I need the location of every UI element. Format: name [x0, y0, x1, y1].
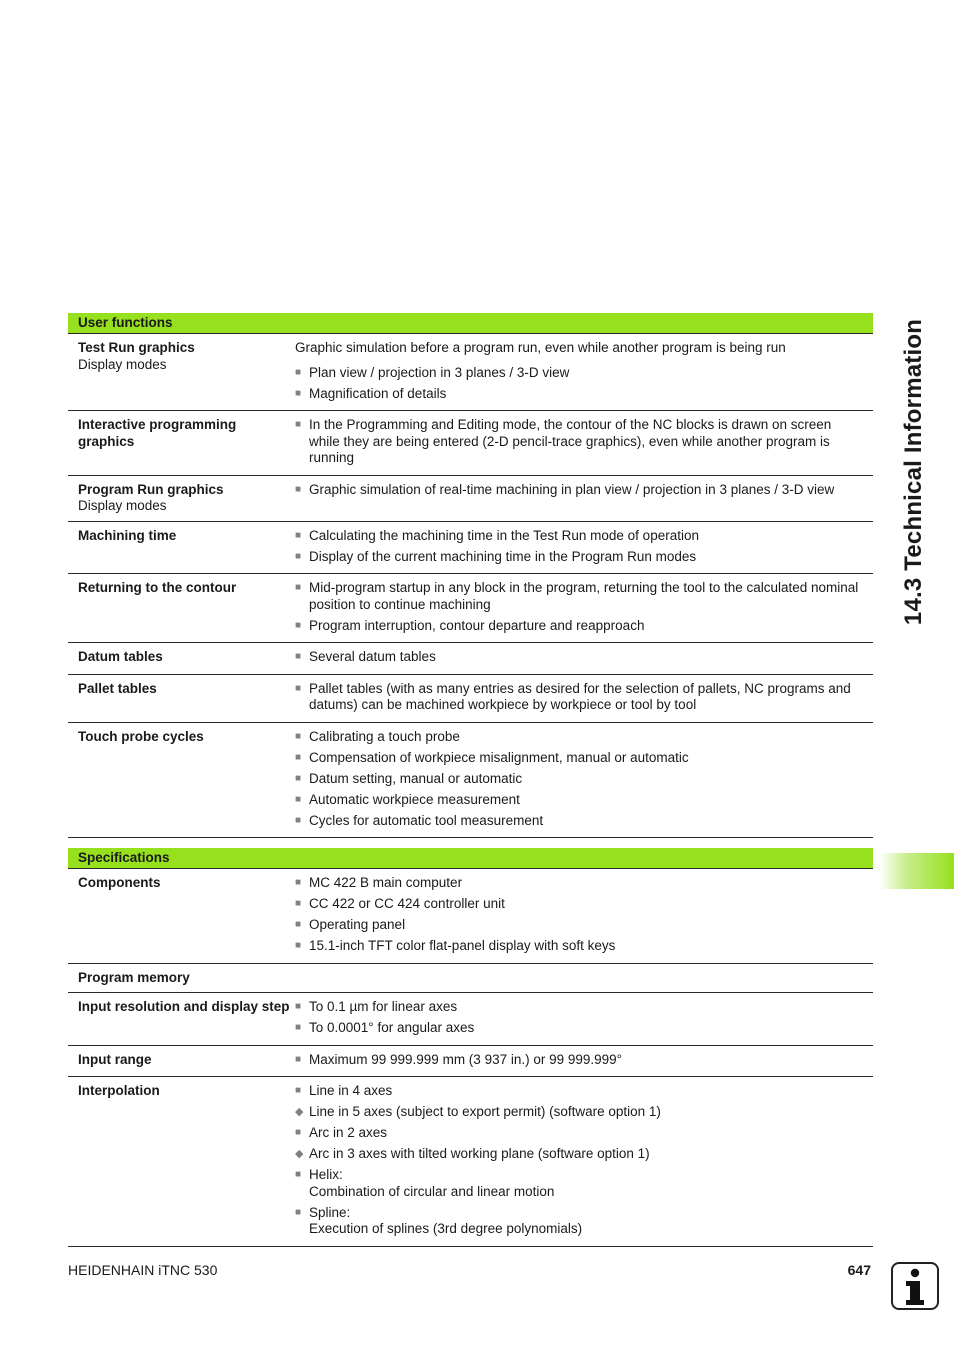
list-item — [295, 999, 863, 1016]
square-bullet-icon: ■ — [295, 940, 302, 951]
square-bullet-icon: ■ — [295, 898, 302, 909]
list-item-text: Calibrating a touch probe — [309, 728, 460, 744]
list-item-text: To 0.1 µm for linear axes — [309, 999, 458, 1014]
list-item-text: CC 422 or CC 424 controller unit — [309, 896, 505, 911]
row-title: Input resolution and display step — [78, 999, 290, 1014]
table-row — [68, 723, 873, 839]
list-item-text: Datum setting, manual or automatic — [309, 770, 523, 786]
list-item-text: Graphic simulation of real-time machining in plan view / projection in 3 planes / 3-D view — [309, 481, 835, 497]
square-bullet-icon: ■ — [295, 1022, 302, 1033]
info-glyph — [893, 1264, 937, 1308]
list-item-text: Magnification of details — [309, 385, 447, 401]
square-bullet-icon: ■ — [295, 1001, 302, 1012]
square-bullet-icon: ■ — [295, 814, 302, 826]
page-number: 647 — [847, 1262, 871, 1278]
row-label-cell — [68, 528, 295, 568]
row-title: Datum tables — [78, 649, 163, 664]
square-bullet-icon: ■ — [295, 550, 302, 562]
diamond-bullet-icon: ◆ — [295, 1148, 304, 1160]
row-title: Program memory — [78, 969, 190, 985]
list-item-text: Arc in 2 axes — [309, 1125, 388, 1140]
square-bullet-icon: ■ — [295, 1206, 302, 1218]
list-item-text: To 0.0001° for angular axes — [309, 1020, 475, 1035]
list-item-text: Program interruption, contour departure and reapproach — [309, 617, 645, 633]
square-bullet-icon: ■ — [295, 919, 302, 930]
list-item-text: Several datum tables — [309, 649, 436, 664]
list-item — [295, 1146, 863, 1163]
list-item — [295, 1083, 863, 1100]
row-label-cell — [68, 340, 295, 404]
list-item-text: Compensation of workpiece misalignment, manual or automatic — [309, 749, 689, 765]
row-title: Interactive programming graphics — [78, 417, 237, 449]
list-item-text: Cycles for automatic tool measurement — [309, 812, 544, 828]
row-content-cell — [295, 417, 873, 469]
square-bullet-icon: ■ — [295, 387, 302, 399]
table-row — [68, 574, 873, 643]
square-bullet-icon: ■ — [295, 1053, 302, 1065]
row-title: Pallet tables — [78, 680, 157, 696]
table-row — [68, 964, 873, 994]
square-bullet-icon: ■ — [295, 751, 302, 763]
row-title: Test Run graphics — [78, 340, 195, 355]
square-bullet-icon: ■ — [295, 619, 302, 631]
list-item-text: Display of the current machining time in the Program Run modes — [309, 548, 697, 564]
square-bullet-icon: ■ — [295, 529, 302, 541]
table-row — [68, 1046, 873, 1078]
list-item-text: Maximum 99 999.999 mm (3 937 in.) or 99 999.999° — [309, 1051, 623, 1067]
section-header: User functions — [68, 313, 873, 334]
list-item-text: Arc in 3 axes with tilted working plane (software option 1) — [309, 1146, 650, 1161]
row-label-cell — [68, 681, 295, 716]
list-item — [295, 482, 863, 499]
row-content-cell — [295, 482, 873, 515]
list-item-text: Pallet tables (with as many entries as desired for the selection of pallets, NC programs and datums) can be machined workpiece by workpiece or tool by tool — [309, 680, 851, 712]
list-item-text: Automatic workpiece measurement — [309, 791, 520, 807]
square-bullet-icon: ■ — [295, 772, 302, 784]
list-item — [295, 875, 863, 892]
table-row — [68, 476, 873, 522]
list-item-text: MC 422 B main computer — [309, 875, 463, 890]
square-bullet-icon: ■ — [295, 366, 302, 378]
row-content-cell — [295, 580, 873, 636]
row-label-cell — [68, 417, 295, 469]
row-label-cell — [68, 482, 295, 515]
list-item-text: Operating panel — [309, 917, 406, 932]
user-functions-table — [68, 313, 873, 838]
list-item — [295, 1125, 863, 1142]
row-content-cell — [295, 1083, 873, 1240]
list-item — [295, 1104, 863, 1121]
row-label-cell — [68, 649, 295, 668]
specifications-table — [68, 848, 873, 1247]
side-section-title — [894, 312, 934, 632]
row-title: Components — [78, 875, 161, 890]
list-item-text: In the Programming and Editing mode, the contour of the NC blocks is drawn on screen while they are being entered (2-D pencil-trace graphics), even while another program is running — [309, 417, 832, 465]
row-label-cell — [68, 729, 295, 832]
list-item — [295, 813, 863, 830]
row-label-cell — [68, 1083, 295, 1240]
square-bullet-icon: ■ — [295, 582, 302, 593]
list-item — [295, 1205, 863, 1238]
info-icon — [891, 1262, 939, 1310]
list-item-text: Line in 4 axes — [309, 1083, 393, 1098]
row-subtitle: Display modes — [78, 498, 167, 513]
chapter-tab-marker — [880, 853, 954, 889]
list-item — [295, 1020, 863, 1037]
list-item — [295, 618, 863, 635]
list-item-text: 15.1-inch TFT color flat-panel display with soft keys — [309, 938, 616, 953]
row-title: Machining time — [78, 527, 177, 543]
row-content-cell — [295, 999, 873, 1039]
list-item — [295, 681, 863, 714]
list-item-text: Mid-program startup in any block in the program, returning the tool to the calculated nominal position to continue machining — [309, 580, 859, 612]
side-section-title-text: 14.3 Technical Information — [900, 318, 927, 626]
square-bullet-icon: ■ — [295, 1085, 302, 1096]
table-row — [68, 334, 873, 411]
list-item — [295, 1167, 863, 1200]
list-item — [295, 649, 863, 666]
square-bullet-icon: ■ — [295, 793, 302, 805]
list-item — [295, 771, 863, 788]
list-item — [295, 528, 863, 545]
list-item — [295, 792, 863, 809]
list-item-text: Plan view / projection in 3 planes / 3-D view — [309, 364, 570, 380]
table-row — [68, 993, 873, 1046]
square-bullet-icon: ■ — [295, 730, 302, 742]
row-label-cell — [68, 580, 295, 636]
row-content-cell — [295, 340, 873, 404]
row-label-cell — [68, 875, 295, 957]
table-row — [68, 411, 873, 476]
table-row — [68, 869, 873, 964]
row-subtitle: Display modes — [78, 356, 167, 372]
list-item — [295, 386, 863, 403]
square-bullet-icon: ■ — [295, 483, 302, 495]
list-item — [295, 580, 863, 613]
section-header: Specifications — [68, 848, 873, 869]
list-item — [295, 917, 863, 934]
square-bullet-icon: ■ — [295, 682, 302, 694]
list-item — [295, 365, 863, 382]
row-content-cell — [295, 729, 873, 832]
diamond-bullet-icon: ◆ — [295, 1106, 304, 1118]
table-row — [68, 643, 873, 675]
row-label-cell — [68, 999, 295, 1039]
row-content-cell — [295, 1052, 873, 1071]
row-label-cell — [68, 1052, 295, 1071]
row-title: Program Run graphics — [78, 481, 224, 497]
row-title: Interpolation — [78, 1083, 160, 1098]
row-content-cell — [295, 649, 873, 668]
list-item — [295, 938, 863, 955]
list-item — [295, 417, 863, 467]
list-item-text: Spline: Execution of splines (3rd degree polynomials) — [309, 1204, 583, 1236]
row-content-cell — [295, 970, 873, 987]
table-row — [68, 522, 873, 575]
square-bullet-icon: ■ — [295, 651, 302, 662]
row-label-cell — [68, 970, 295, 987]
list-item — [295, 1052, 863, 1069]
square-bullet-icon: ■ — [295, 1169, 302, 1180]
list-item — [295, 896, 863, 913]
row-intro-text: Graphic simulation before a program run, even while another program is being run — [295, 340, 786, 355]
footer-product-name: HEIDENHAIN iTNC 530 — [68, 1262, 218, 1278]
table-row — [68, 1077, 873, 1247]
list-item-text: Line in 5 axes (subject to export permit) (software option 1) — [309, 1104, 661, 1119]
list-item — [295, 729, 863, 746]
row-title: Returning to the contour — [78, 580, 237, 595]
list-item — [295, 549, 863, 566]
list-item — [295, 750, 863, 767]
square-bullet-icon: ■ — [295, 1127, 302, 1138]
square-bullet-icon: ■ — [295, 419, 302, 430]
row-title: Input range — [78, 1051, 152, 1067]
table-row — [68, 675, 873, 723]
row-content-cell — [295, 681, 873, 716]
list-item-text: Helix: Combination of circular and linear motion — [309, 1167, 555, 1199]
list-item-text: Calculating the machining time in the Test Run mode of operation — [309, 527, 699, 543]
row-content-cell — [295, 875, 873, 957]
row-content-cell — [295, 528, 873, 568]
row-title: Touch probe cycles — [78, 728, 204, 744]
square-bullet-icon: ■ — [295, 877, 302, 888]
